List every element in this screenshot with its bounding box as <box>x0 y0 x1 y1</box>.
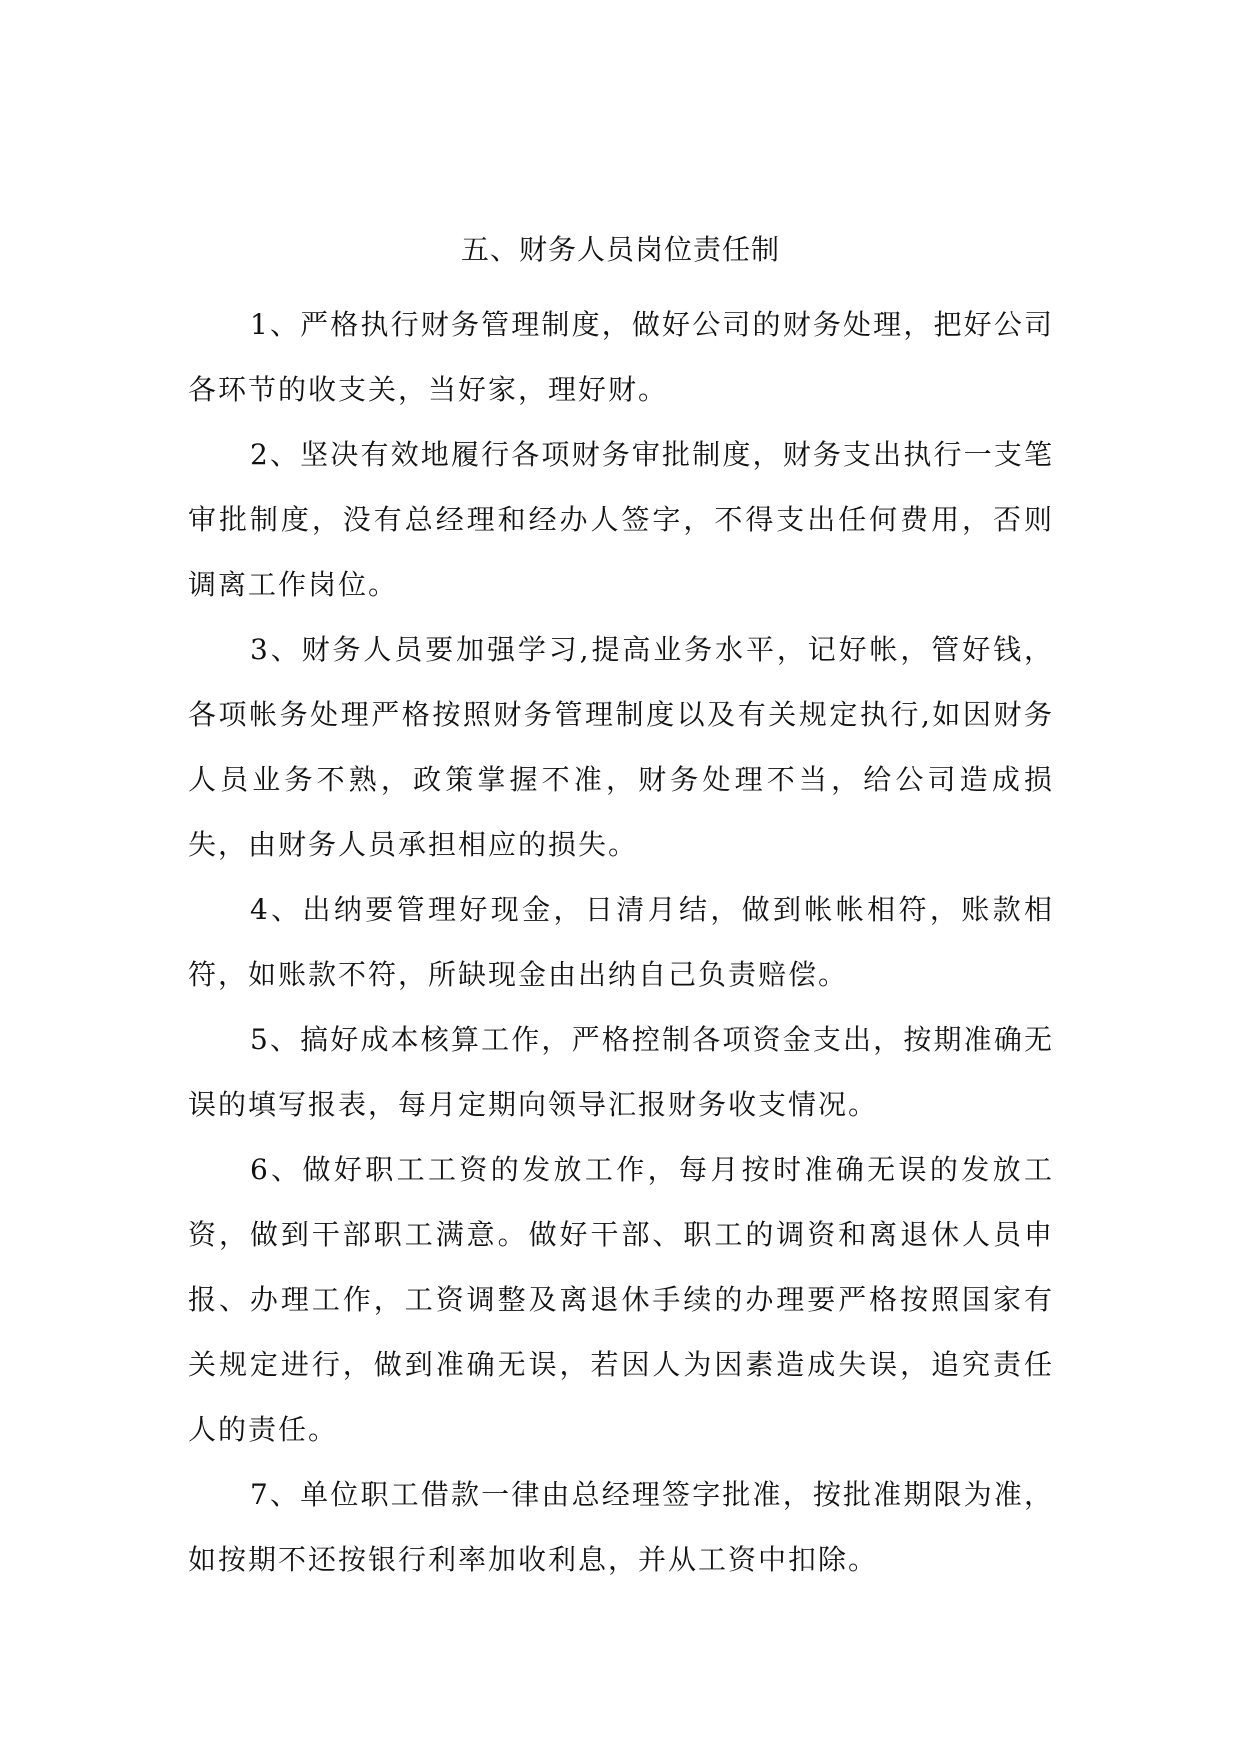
page-title: 五、财务人员岗位责任制 <box>460 233 780 266</box>
paragraph-5: 5、搞好成本核算工作，严格控制各项资金支出，按期准确无误的填写报表，每月定期向领导汇报财务收支情况。 <box>188 1023 1054 1121</box>
paragraph-7: 7、单位职工借款一律由总经理签字批准，按批准期限为准，如按期不还按银行利率加收利息，并从工资中扣除。 <box>188 1478 1054 1576</box>
document-body <box>188 292 1054 1592</box>
paragraph-4: 4、出纳要管理好现金，日清月结，做到帐帐相符，账款相符，如账款不符，所缺现金由出纳自己负责赔偿。 <box>188 893 1054 991</box>
paragraph-2: 2、坚决有效地履行各项财务审批制度，财务支出执行一支笔审批制度，没有总经理和经办人签字，不得支出任何费用，否则调离工作岗位。 <box>188 438 1054 601</box>
paragraph-1: 1、严格执行财务管理制度，做好公司的财务处理，把好公司各环节的收支关，当好家，理好财。 <box>188 308 1054 406</box>
paragraph-6: 6、做好职工工资的发放工作，每月按时准确无误的发放工资，做到干部职工满意。做好干部、职工的调资和离退休人员申报、办理工作，工资调整及离退休手续的办理要严格按照国家有关规定进行，做到准确无误，若因人为因素造成失误，追究责任人的责任。 <box>188 1153 1054 1446</box>
paragraph-3: 3、财务人员要加强学习,提高业务水平，记好帐，管好钱，各项帐务处理严格按照财务管理制度以及有关规定执行,如因财务人员业务不熟，政策掌握不准，财务处理不当，给公司造成损失，由财务人员承担相应的损失。 <box>188 633 1054 861</box>
